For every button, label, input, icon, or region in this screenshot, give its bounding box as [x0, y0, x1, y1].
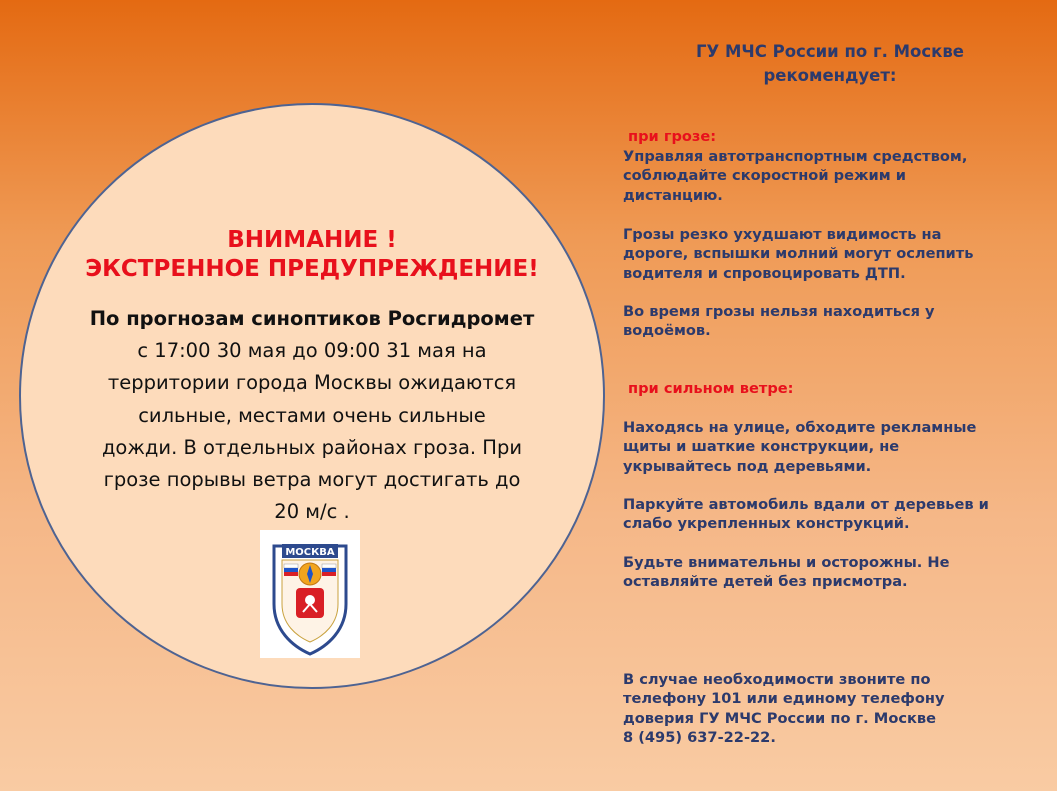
emergency-warning-title: ЭКСТРЕННОЕ ПРЕДУПРЕЖДЕНИЕ! [85, 256, 539, 282]
wind-tip-caution: Будьте внимательны и осторожны. Не оставляйте детей без присмотра. [623, 554, 950, 591]
warning-title: ВНИМАНИЕ ! [227, 227, 397, 253]
forecast-source-line: По прогнозам синоптиков Росгидромет [89, 307, 535, 330]
storm-tip-visibility: Грозы резко ухудшают видимость на дороге, вспышки молний могут ослепить водителя и спровоцировать ДТП. [623, 226, 974, 282]
mchs-moscow-emblem-icon [260, 530, 360, 658]
recommend-header-sub: рекомендует: [763, 66, 897, 85]
forecast-line: сильные, местами очень сильные [138, 403, 486, 427]
storm-tip-water: Во время грозы нельзя находиться у водоёмов. [623, 303, 935, 340]
recommend-header: ГУ МЧС России по г. Москве [696, 42, 964, 61]
wind-tip-parking: Паркуйте автомобиль вдали от деревьев и слабо укрепленных конструкций. [623, 496, 989, 533]
forecast-line: дожди. В отдельных районах гроза. При [101, 435, 523, 459]
wind-section-title: при сильном ветре: [628, 380, 794, 397]
forecast-line: грозе порывы ветра могут достигать до [103, 468, 521, 492]
storm-section-title: при грозе: [628, 128, 717, 145]
storm-tip-driving: Управляя автотранспортным средством, соблюдайте скоростной режим и дистанцию. [623, 148, 968, 204]
hotline-phone: 8 (495) 637-22-22. [623, 729, 776, 747]
wind-tip-street: Находясь на улице, обходите рекламные щиты и шаткие конструкции, не укрывайтесь под деревьями. [623, 419, 977, 475]
forecast-line: с 17:00 30 мая до 09:00 31 мая на [137, 339, 487, 363]
forecast-line: 20 м/с . [274, 500, 350, 524]
contact-info: В случае необходимости звоните по телефону 101 или единому телефону доверия ГУ МЧС России по г. Москве 8 (495) 637-22-22. [623, 670, 1053, 748]
forecast-line: территории города Москвы ожидаются [107, 371, 517, 395]
forecast-text [63, 303, 561, 528]
svg-text:МОСКВА: МОСКВА [285, 547, 335, 558]
